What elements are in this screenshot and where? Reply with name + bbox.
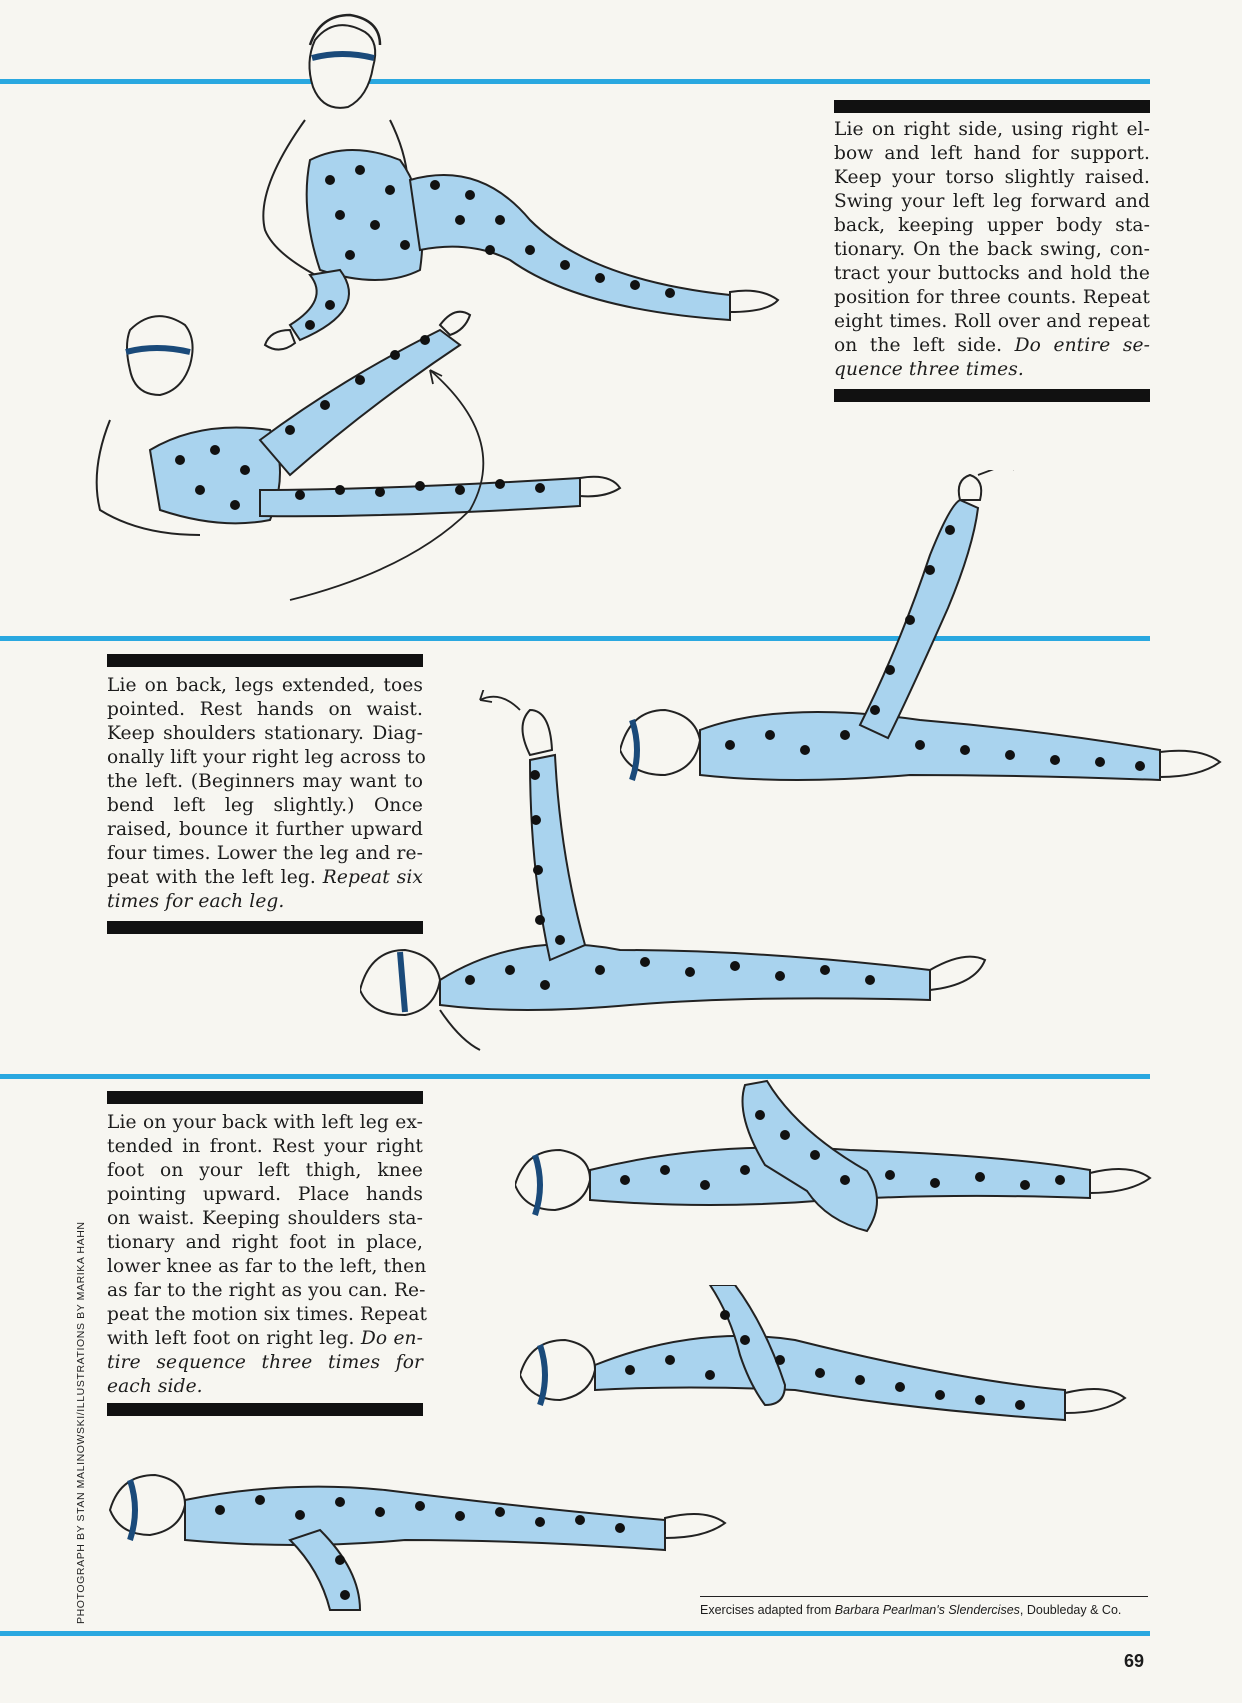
italic-note: quence three times. (834, 359, 1024, 380)
text-line (834, 358, 1150, 382)
exercise-1-bottom-bar (834, 389, 1150, 402)
figure-knee-lowered (100, 1440, 740, 1620)
text-line: foot on your left thigh, knee (107, 1160, 423, 1181)
italic-note: tire sequence three times for (107, 1352, 423, 1373)
figure-back-left-leg-raised (360, 690, 1000, 1070)
italic-note: Do entire se- (1014, 335, 1151, 356)
text-line: pointing upward. Place hands (107, 1184, 423, 1205)
source-citation (700, 1603, 1121, 1617)
text-line: lower knee as far to the left, then (107, 1256, 427, 1277)
text-line: four times. Lower the leg and re- (107, 843, 423, 864)
text-line: tionary. On the back swing, con- (834, 239, 1150, 260)
exercise-3-top-bar (107, 1091, 423, 1104)
text-line: the left. (Beginners may want to (107, 771, 423, 792)
figure-knee-left (515, 1075, 1165, 1270)
text-line: Lie on right side, using right el- (834, 119, 1150, 140)
italic-note: Repeat six (322, 867, 424, 888)
text-line (107, 1351, 423, 1375)
source-title: Barbara Pearlman's Slendercises (834, 1603, 1020, 1617)
text-line: back, keeping upper body sta- (834, 215, 1150, 236)
italic-note: times for each leg. (107, 891, 285, 912)
divider-rule-bottom (0, 1631, 1150, 1636)
source-suffix: , Doubleday & Co. (1019, 1603, 1122, 1617)
figure-side-lying-back-swing (90, 310, 690, 610)
exercise-3-bottom-bar (107, 1403, 423, 1416)
photo-credit: PHOTOGRAPH BY STAN MALINOWSKI/ILLUSTRATIONS BY MARIKA HAHN (75, 1221, 87, 1624)
text-line: onally lift your right leg across to (107, 747, 426, 768)
text-line: Lie on back, legs extended, toes (107, 675, 423, 696)
text-line: pointed. Rest hands on waist. (107, 699, 423, 720)
italic-note: Do en- (360, 1328, 424, 1349)
text-fragment: peat with the left leg. (107, 867, 316, 888)
text-line: Keep shoulders stationary. Diag- (107, 723, 423, 744)
source-prefix: Exercises adapted from (700, 1603, 835, 1617)
exercise-2-top-bar (107, 654, 423, 667)
text-line (107, 1327, 423, 1351)
text-line: raised, bounce it further upward (107, 819, 423, 840)
page-number: 69 (1124, 1651, 1145, 1671)
text-line: tract your buttocks and hold the (834, 263, 1150, 284)
text-line: position for three counts. Repeat (834, 287, 1150, 308)
text-line: tionary and right foot in place, (107, 1232, 423, 1253)
exercise-1-top-bar (834, 100, 1150, 113)
text-line: tended in front. Rest your right (107, 1136, 423, 1157)
text-line (107, 1375, 423, 1399)
text-line: bend left leg slightly.) Once (107, 795, 423, 816)
text-line: on waist. Keeping shoulders sta- (107, 1208, 423, 1229)
exercise-1-instructions (834, 118, 1150, 382)
text-line: eight times. Roll over and repeat (834, 311, 1150, 332)
text-line: peat the motion six times. Repeat (107, 1304, 428, 1325)
source-divider (700, 1596, 1148, 1597)
text-fragment: with left foot on right leg. (107, 1328, 355, 1349)
text-line: Keep your torso slightly raised. (834, 167, 1150, 188)
text-line: Swing your left leg forward and (834, 191, 1150, 212)
text-line: bow and left hand for support. (834, 143, 1150, 164)
exercise-3-instructions (107, 1111, 428, 1399)
text-line (834, 334, 1150, 358)
text-fragment: on the left side. (834, 335, 1003, 356)
text-line: Lie on your back with left leg ex- (107, 1112, 423, 1133)
italic-note: each side. (107, 1376, 203, 1397)
text-line: as far to the right as you can. Re- (107, 1280, 426, 1301)
